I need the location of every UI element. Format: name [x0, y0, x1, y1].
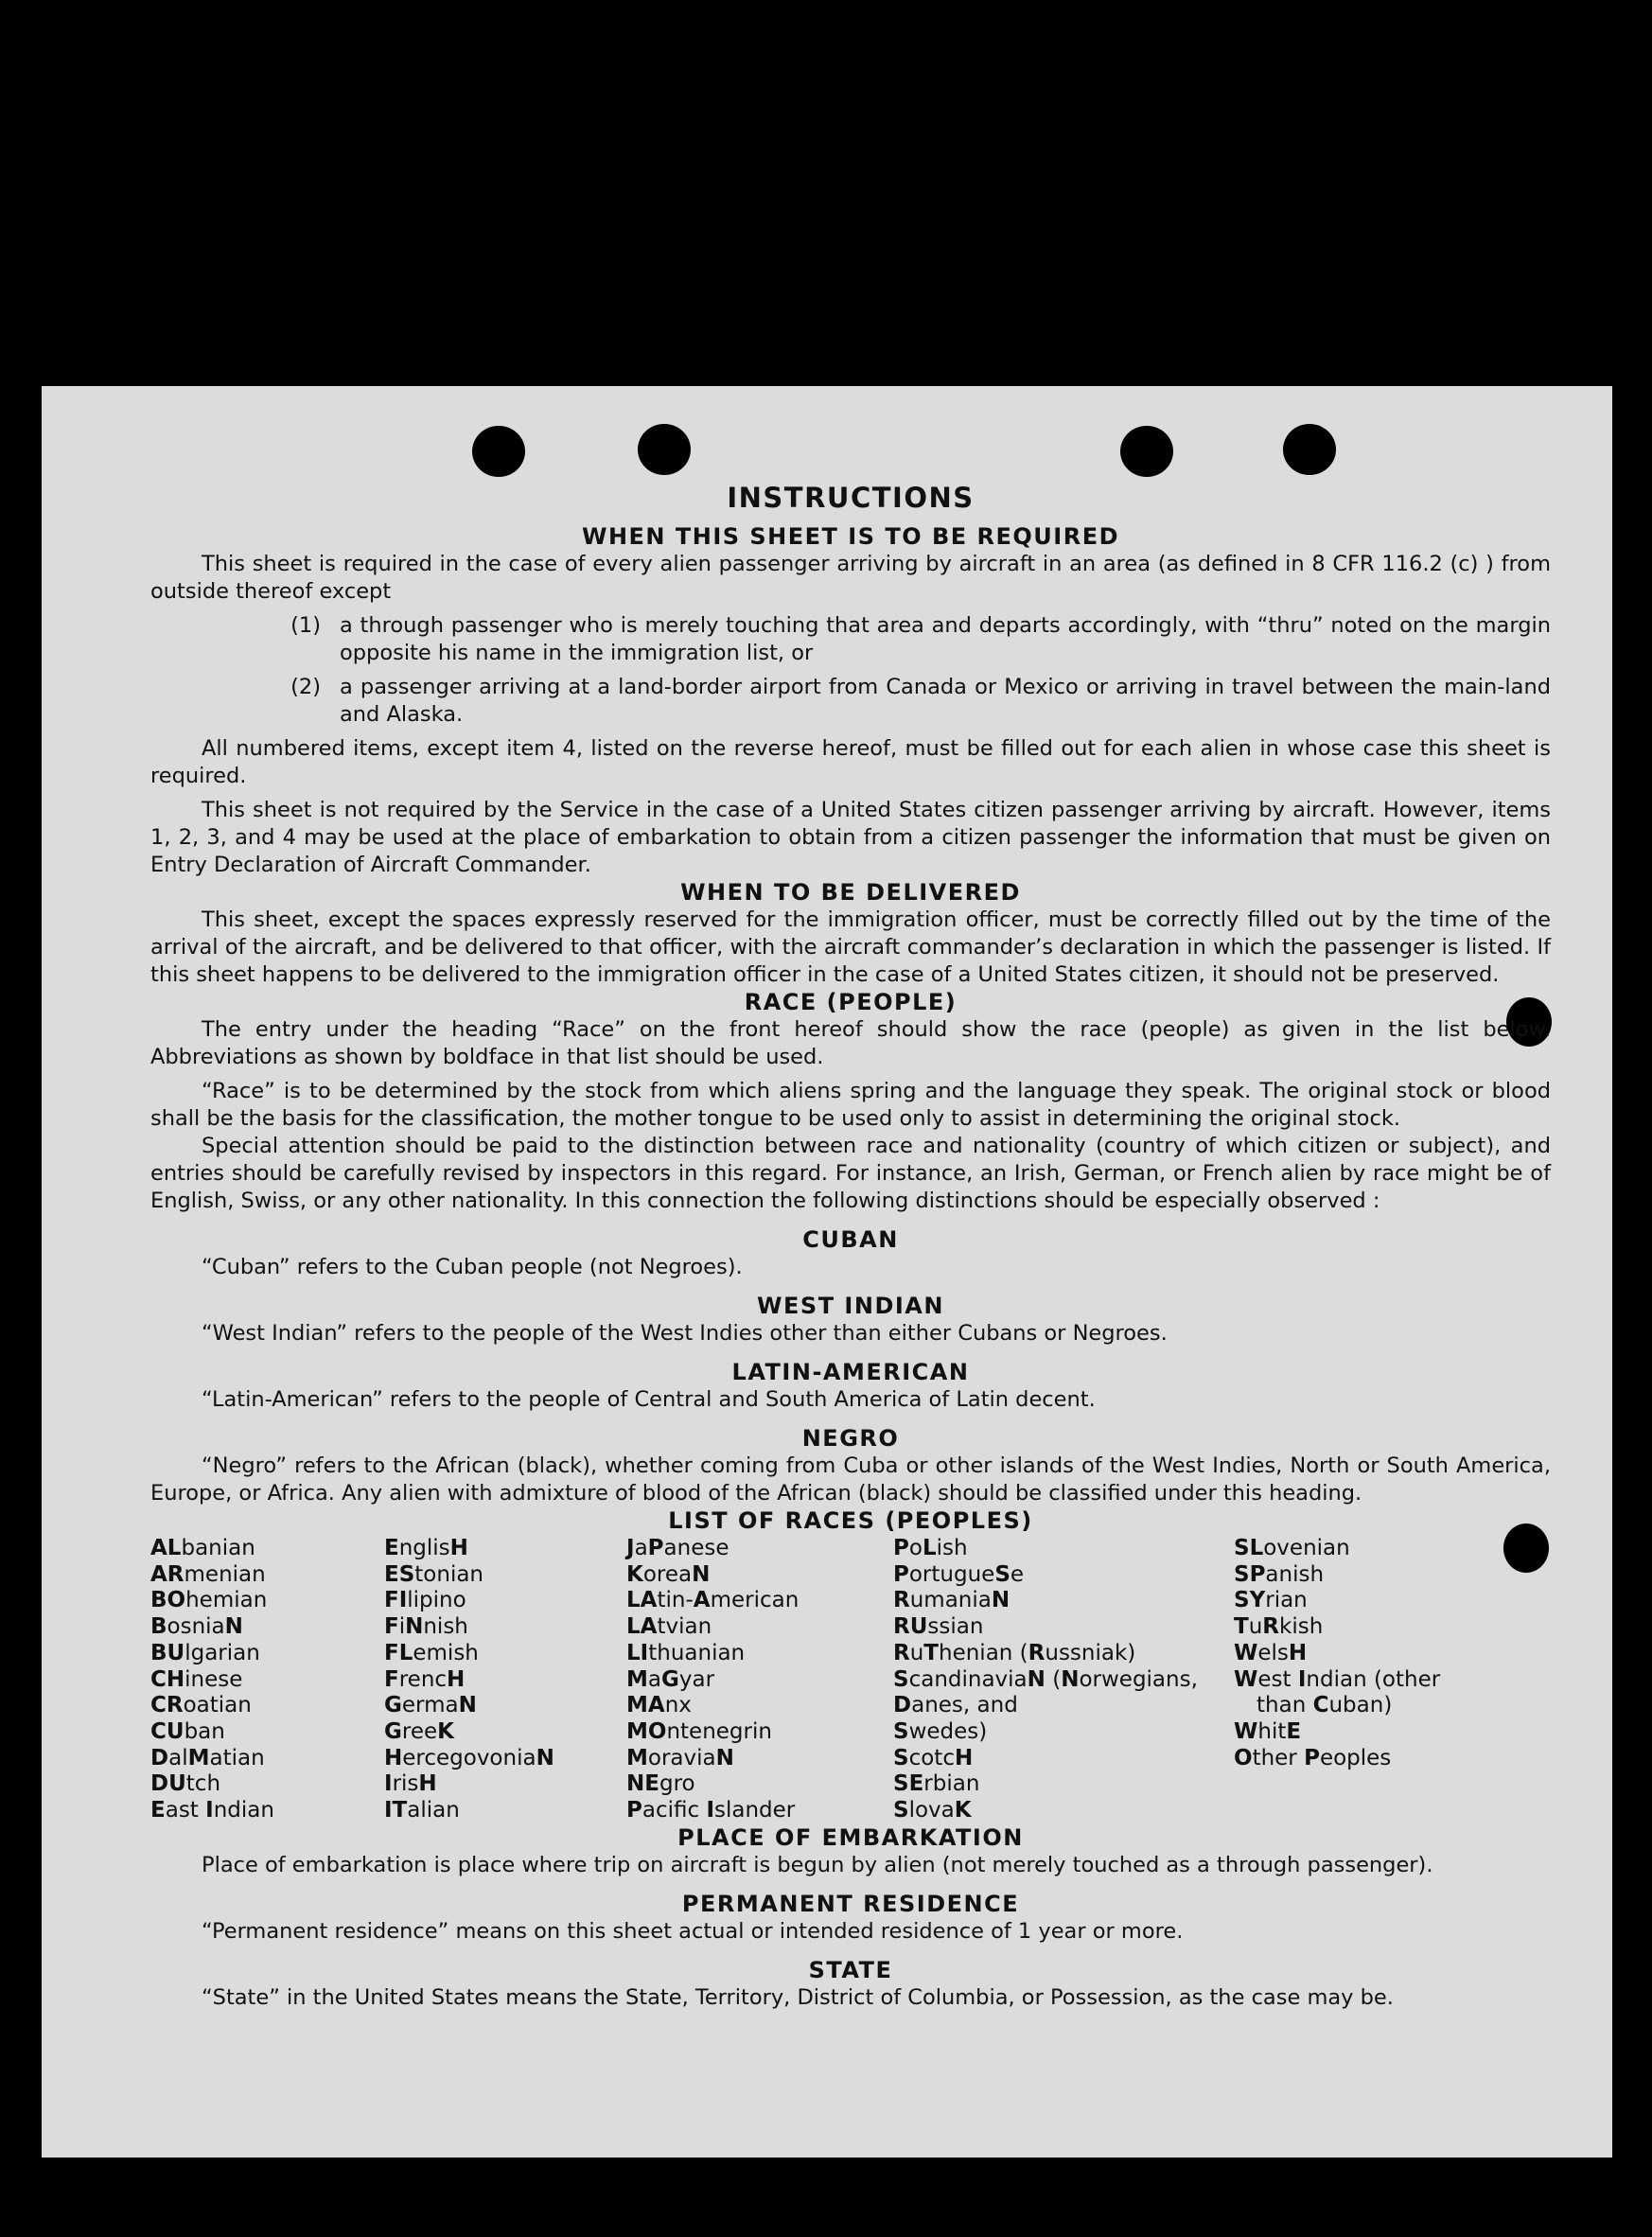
race-entry: East Indian [150, 1798, 274, 1823]
paragraph: Place of embarkation is place where trip on aircraft is begun by alien (not merely touched as a through passenger). [202, 1852, 1433, 1877]
race-entry: FLemish [384, 1640, 479, 1665]
paragraph: Special attention should be paid to the distinction between race and nationality (country of which citizen or subject), and entries should be carefully revised by inspectors in this regard. For instance, an Irish, German, or French alien by race might be of English, Swiss, or any other nationality. In this connection the following distinctions should be especially observed : [150, 1134, 1551, 1213]
race-entry: GermaN [384, 1693, 477, 1718]
race-entry: PoLish [893, 1536, 968, 1560]
race-entry: ARmenian [150, 1561, 266, 1587]
section-heading: WHEN THIS SHEET IS TO BE REQUIRED [581, 523, 1120, 550]
race-entry: NEgro [626, 1771, 695, 1797]
item-text: a passenger arriving at a land-border airport from Canada or Mexico or arriving in travel between the main-land and Alaska. [340, 675, 1551, 727]
section-heading: PLACE OF EMBARKATION [677, 1823, 1024, 1851]
race-entry: ScotcH [893, 1745, 974, 1770]
races-column [384, 1536, 626, 1824]
race-entry: WhitE [1234, 1718, 1302, 1744]
instruction-sheet [42, 386, 1612, 2158]
item-number: (1) [290, 613, 321, 638]
paragraph: “Latin-American” refers to the people of Central and South America of Latin decent. [202, 1387, 1096, 1412]
paragraph: The entry under the heading “Race” on the front hereof should show the race (people) as given in the list below. Abbreviations as shown by boldface in that list should be used. [150, 1017, 1551, 1069]
race-entry: LAtin-American [626, 1588, 800, 1613]
section-heading: PERMANENT RESIDENCE [681, 1890, 1020, 1917]
race-entry: DalMatian [150, 1745, 265, 1770]
race-entry: RumaniaN [893, 1588, 1011, 1613]
paragraph: “Cuban” refers to the Cuban people (not Negroes). [202, 1255, 743, 1279]
race-entry: IrisH [384, 1771, 437, 1797]
page-title: INSTRUCTIONS [727, 482, 975, 514]
race-entry: MAnx [626, 1693, 692, 1718]
paragraph: This sheet is not required by the Service in the case of a United States citizen passenger arriving by aircraft. However, items 1, 2, 3, and 4 may be used at the place of embarkation to obtain from a citizen passenger the information that must be given on Entry Declaration of Aircraft Commander. [150, 798, 1551, 877]
race-entry: TuRkish [1234, 1614, 1324, 1640]
race-entry: LIthuanian [626, 1640, 746, 1665]
section-heading: STATE [808, 1956, 893, 1983]
section-heading: LATIN-AMERICAN [731, 1359, 970, 1385]
race-entry: RUssian [893, 1614, 984, 1640]
race-entry: FiNnish [384, 1614, 468, 1640]
races-column [893, 1536, 1234, 1824]
race-entry: ITalian [384, 1798, 460, 1823]
race-entry: Pacific Islander [626, 1798, 796, 1823]
punch-hole [1283, 424, 1336, 475]
punch-hole [472, 426, 525, 477]
race-entry: CUban [150, 1718, 225, 1744]
punch-hole [638, 424, 691, 475]
paragraph: All numbered items, except item 4, listed on the reverse hereof, must be filled out for each alien in whose case this sheet is required. [150, 736, 1551, 788]
paragraph: “State” in the United States means the State, Territory, District of Columbia, or Possession, as the case may be. [202, 1984, 1394, 2010]
race-entry: SLovenian [1234, 1536, 1350, 1560]
paragraph: This sheet, except the spaces expressly reserved for the immigration officer, must be correctly filled out by the time of the arrival of the aircraft, and be delivered to that officer, with the aircraft commander’s declaration in which the passenger is listed. If this sheet happens to be delivered to the immigration officer in the case of a United States citizen, it should not be preserved. [150, 907, 1551, 987]
race-entry: BUlgarian [150, 1640, 260, 1665]
race-entry: FIlipino [384, 1588, 466, 1613]
race-entry: SYrian [1234, 1588, 1308, 1613]
race-entry: ScandinaviaN (Norwegians, [893, 1666, 1198, 1692]
section-heading: RACE (PEOPLE) [744, 989, 958, 1015]
race-entry: HercegovoniaN [384, 1745, 554, 1770]
race-entry: DUtch [150, 1771, 221, 1797]
race-entry: RuThenian (Russniak) [893, 1640, 1136, 1665]
punch-hole [1120, 426, 1173, 477]
item-number: (2) [290, 675, 321, 699]
races-column [150, 1536, 384, 1824]
section-heading: CUBAN [802, 1226, 899, 1253]
race-entry: FrencH [384, 1666, 466, 1692]
races-list [150, 1536, 1551, 1824]
exception-item [150, 612, 1551, 667]
race-entry: MOntenegrin [626, 1718, 772, 1744]
race-entry: West Indian (other [1234, 1666, 1441, 1692]
race-entry: GreeK [384, 1718, 454, 1744]
race-entry: ALbanian [150, 1536, 255, 1560]
section-heading: WEST INDIAN [757, 1293, 944, 1319]
race-entry: than Cuban) [1257, 1693, 1393, 1718]
race-entry: CRoatian [150, 1693, 252, 1718]
race-entry: BOhemian [150, 1588, 268, 1613]
race-entry: Other Peoples [1234, 1745, 1392, 1770]
race-entry: MaGyar [626, 1666, 715, 1692]
race-entry: Swedes) [893, 1718, 988, 1744]
race-entry: SErbian [893, 1771, 980, 1797]
race-entry: MoraviaN [626, 1745, 734, 1770]
race-entry: SPanish [1234, 1561, 1325, 1587]
section-heading: NEGRO [801, 1425, 900, 1452]
race-entry: Danes, and [893, 1693, 1018, 1718]
race-entry: CHinese [150, 1666, 243, 1692]
races-column [1234, 1536, 1546, 1824]
instructions-content [150, 484, 1551, 2012]
section-heading: WHEN TO BE DELIVERED [680, 879, 1021, 906]
paragraph: This sheet is required in the case of every alien passenger arriving by aircraft in an area (as defined in 8 CFR 116.2 (c) ) from outside thereof except [150, 552, 1551, 604]
paragraph: “Negro” refers to the African (black), whether coming from Cuba or other islands of the West Indies, North or South America, Europe, or Africa. Any alien with admixture of blood of the African (black) should be classified under this heading. [150, 1453, 1551, 1506]
item-text: a through passenger who is merely touching that area and departs accordingly, with “thru” noted on the margin opposite his name in the immigration list, or [340, 613, 1551, 665]
paragraph: “West Indian” refers to the people of the West Indies other than either Cubans or Negroes. [202, 1321, 1168, 1346]
race-entry: EnglisH [384, 1536, 468, 1560]
race-entry: WelsH [1234, 1640, 1308, 1665]
race-entry: LAtvian [626, 1614, 712, 1640]
section-heading: LIST OF RACES (PEOPLES) [668, 1507, 1033, 1534]
race-entry: SlovaK [893, 1798, 972, 1823]
races-column [626, 1536, 893, 1824]
paragraph: “Race” is to be determined by the stock from which aliens spring and the language they speak. The original stock or blood shall be the basis for the classification, the mother tongue to be used only to assist in determining the original stock. [150, 1079, 1551, 1131]
race-entry: BosniaN [150, 1614, 243, 1640]
race-entry: EStonian [384, 1561, 484, 1587]
race-entry: KoreaN [626, 1561, 711, 1587]
race-entry: JaPanese [626, 1536, 729, 1560]
race-entry: PortugueSe [893, 1561, 1025, 1587]
paragraph: “Permanent residence” means on this sheet actual or intended residence of 1 year or more. [202, 1918, 1184, 1944]
exception-item [150, 674, 1551, 729]
